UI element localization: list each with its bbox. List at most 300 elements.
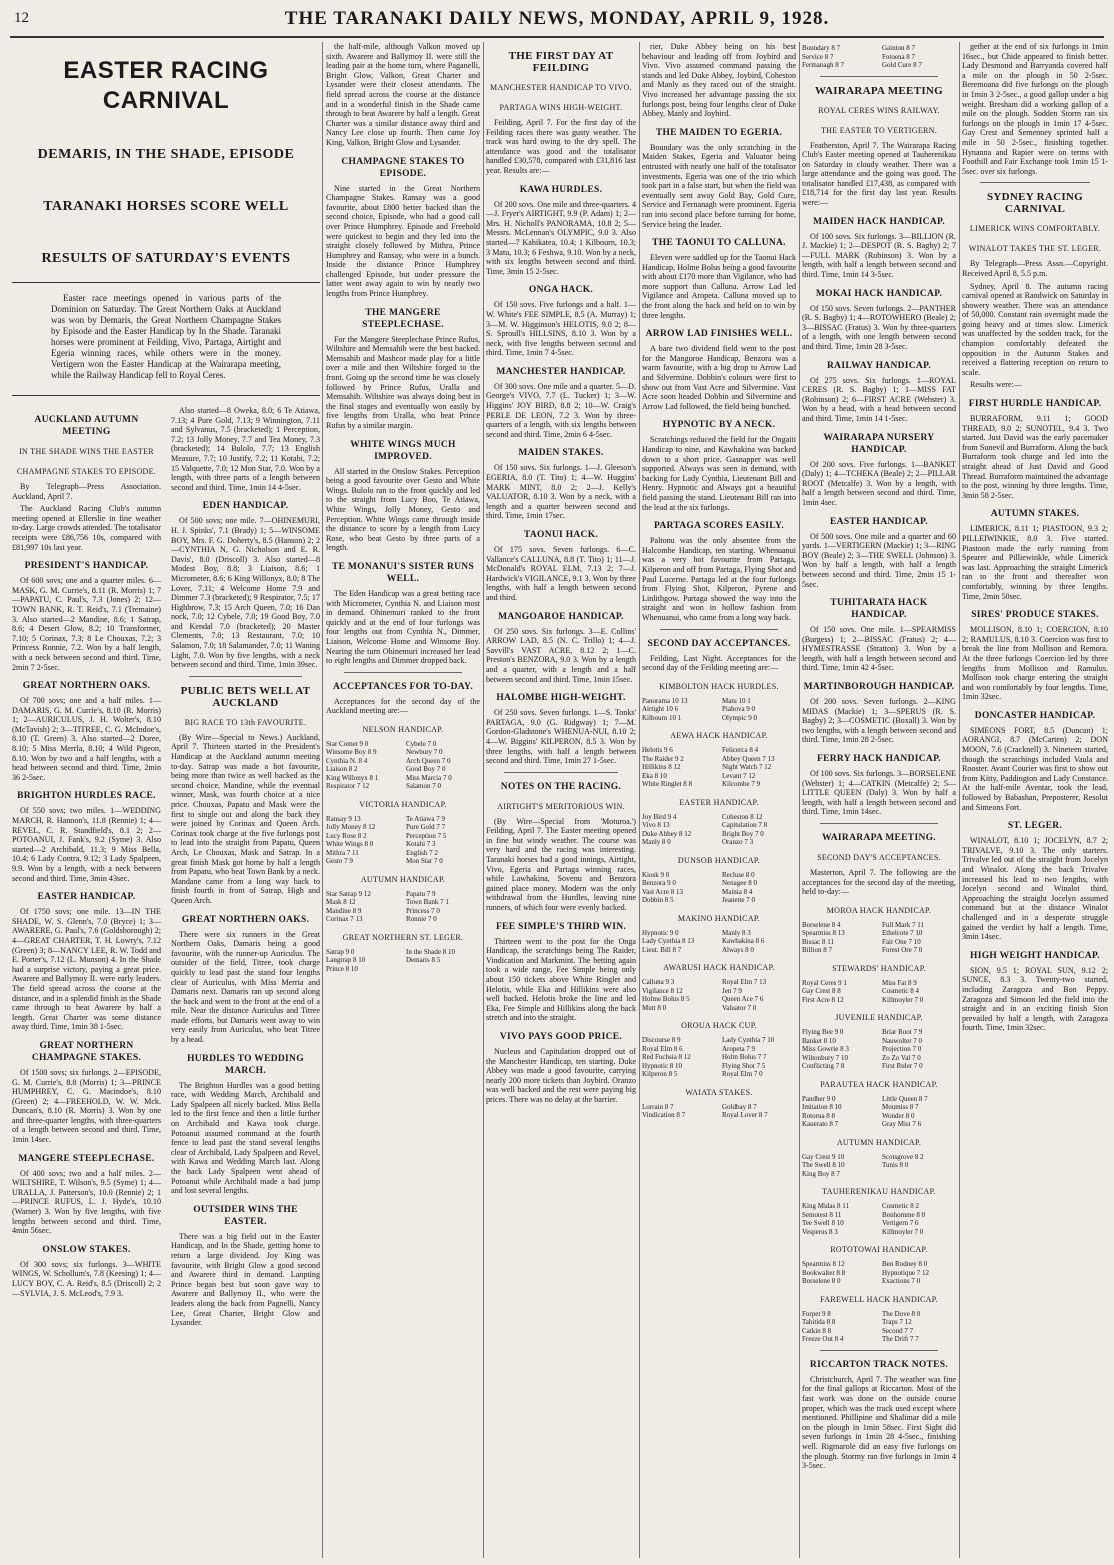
article-text: gether at the end of six furlongs in 1min 16sec., but Chide appeared to finish better. Lady Desmond and Barryanda covered half a mile on the plough in 50 2-5sec. Beremoana did five furlongs on the plough in 1min 3 2-5sec., a good gallop under a big weight. Bresham did a working gallop of a mile on the plough. Sodden Storm ran six furlongs on the plough in 1min 17 4-5sec. Gay Crest and Semenney sprinted half a mile in 50 2-5sec., finishing together. Hynanna and Rapier were on terms with Foothill and Fair Exchange took 1min 15 1-5sec. over six furlongs. (962, 42, 1108, 176)
race-text: Of 400 sovs; two and a half miles. 2—WILTSHIRE, T. Wilson's, 9.5 (Syme) 1; 4—URALLA, J. Patterson's, 10.0 (Rennie) 2; 1—PRINCE RUFUS, L. J. Hyde's, 10.10 (Warner) 3. Won by five lengths, with five lengths between second and third. Time, 4min 56sec. (12, 1168, 161, 1236)
acceptance-entry: Satrap 9 0 (326, 947, 355, 956)
acceptance-race: VICTORIA HANDICAP. (359, 799, 447, 809)
acceptance-entry: Exactions 7 0 (882, 1277, 921, 1286)
auckland-report (12, 406, 161, 1331)
race-title: RAILWAY HANDICAP. (827, 360, 931, 371)
race-text: SION, 9.5 1; ROYAL SUN, 9.12 2; SUNCE, 8.3 3. Twenty-two started, including Zaragoza and Bon Peppy. Zaragoza and Simoon led the field into the straight and in an exciting finish Sion prevailed by half a length, with Zaragoza fourth. Time, 1min 32sec. (962, 965, 1108, 1033)
acceptance-entry: Mutt 8 0 (642, 1003, 667, 1012)
race-title: FIRST HURDLE HANDICAP. (968, 399, 1102, 410)
acceptance-entry: Miss Gowrie 8 3 (802, 1045, 849, 1054)
article-text: Christchurch, April 7. The weather was fine for the final gallops at Riccarton. Most of the fast work was done on the outside course proper, which was the track used except where mentioned. Phillipine and Shalimar did a mile on the plough in 1min 58sec. First Sight did seven furlongs in 1min 28 4-5sec., finishing well. Rigmarole did an easy five furlongs on the plough. Stormy ran five furlongs in 1min 4 3-5sec. (802, 1374, 956, 1471)
acceptance-entry: English 7 2 (406, 848, 438, 857)
results-list (962, 398, 1108, 1033)
acceptance-entry: Helotis 9 6 (642, 746, 673, 755)
riccarton-heading: RICCARTON TRACK NOTES. (809, 1359, 949, 1370)
results-list (486, 184, 636, 766)
acceptance-entry: Ransay 9 13 (326, 814, 361, 823)
article-text: All started in the Onslow Stakes. Perception being a good favourite over Gesto and White Wings. Bulolo ran to the front quickly and led to the straight from Lucy Boo, Te Atiawa, White Wings, Jolly Money, Gesto and Perception. White Wings came through inside the distance to score by a length from Lucy Rose, who beat Gesto by three parts of a length. (326, 466, 480, 553)
acceptance-table (642, 929, 796, 955)
race-title: DONCASTER HANDICAP. (974, 710, 1096, 721)
acceptance-entry: Felicerca 8 4 (722, 746, 759, 755)
race-result (802, 681, 956, 745)
article-subhead: THE MANGERE STEEPLECHASE. (362, 307, 444, 330)
race-result (802, 432, 956, 508)
acceptance-entry: Service 8 7 (802, 52, 834, 61)
feilding-heading: THE FIRST DAY AT FEILDING (508, 50, 614, 74)
race-text: Of 150 sovs. Five furlongs and a half. 1—W. White's FEE SIMPLE, 8.5 (A. Murray) 1; 3—M. W. Higginson's HELOTIS, 9.0 2; 8—S. Sproull's HILLSINS, 8.10 3. Won by a neck, with five lengths between second and third. Time, 1min 7 4-5sec. (486, 300, 636, 358)
feature-deck-2: TARANAKI HORSES SCORE WELL (43, 199, 289, 214)
acceptance-entry: Gray Mist 7 6 (882, 1120, 922, 1129)
race-text: Of 1500 sovs; six furlongs. 2—EPISODE, G. M. Currie's, 8.8 (Morris) 1; 3—PRINCE HUMPHREY, C. G. Macindoe's, 8.10 (Green) 2; 4—FREEHOLD, W. W. Mck. Duncan's, 8.10 (R. Morris) 3. Won by one and three-quarter lengths, with three-quarters of a length between second and third. Time, 1min 14sec. (12, 1067, 161, 1145)
acceptance-entry: Lieut. Bill 8 7 (642, 945, 682, 954)
race-title: GREAT NORTHERN OAKS. (22, 681, 151, 692)
acceptance-entry: Gold Cure 8 7 (882, 61, 922, 69)
acceptance-entry: Little Queen 8 7 (882, 1094, 928, 1103)
acceptance-table (802, 1260, 956, 1286)
article-text: There were six runners in the Great Northern Oaks, Damaris being a good favourite, with the runner-up Auriculus. The outsider of the field, Titree, took charge quickly to lead past the stand four lengths clear of Auriculus, with Miss Merria and Damaris next. Damaris ran up second along the back and went to the front at the end of a mile. Near the distance Auriculus and Titree made efforts, but Damaris went away to win very easily from Auriculus, who beat Titree by a head. (171, 929, 320, 1045)
acceptance-entry: Dobbin 8 5 (642, 896, 674, 905)
article-subhead: PARTAGA SCORES EASILY. (653, 521, 785, 532)
acceptance-entry: The Swell 8 10 (802, 1161, 845, 1170)
acceptance-entry: Abbey Queen 7 13 (722, 754, 775, 763)
race-text: Of 1750 sovs; one mile. 13—IN THE SHADE, W. S. Glenn's, 7.0 (Bryce) 1; 3—AWARERE, G. Paul's, 7.6 (Goldsborough) 2; 4—GREAT CHARTER, T. H. Lowry's, 7.12 (Green) 3; 8—NANCY LEE, R. W. Todd and E. Porter's, 7.12 (L. Munson) 4. In the Shade had a surprise victory, paying a great price. Awarere and Ballymoy II. were early leaders. The field spread across the course at the distance, and in a splendid finish in the Shade came through to beat Awarere by half a length. Great Charter was some distance away third. Time, 1min 38 1-5sec. (12, 907, 161, 1032)
acceptance-table (802, 921, 956, 955)
acceptance-entry: Manly 8 0 (642, 838, 671, 847)
acceptance-entry: Full Mark 7 11 (882, 920, 924, 929)
acceptance-entry: King Willonyx 8 1 (326, 773, 379, 782)
article-text: Scratchings reduced the field for the Ongaiti Handicap to nine, and Kawhakina was backed down to a short price. Gasnapper was well supported. Always was seen in demand, with backing for Lady Cynthia, Lieutenant Bill and Henry. Hypnotic and Always got a beautiful field passing the stand. Lieutenant Bill ran into the lead at the six furlongs. (642, 435, 796, 512)
newspaper-title: THE TARANAKI DAILY NEWS, MONDAY, APRIL 9, 1928. (284, 8, 830, 29)
acceptance-entry: Wonder 8 0 (882, 1111, 915, 1120)
acceptance-entry: Joy Bird 9 4 (642, 812, 677, 821)
section-rule (504, 772, 618, 773)
acceptance-entry: Ben Rodney 8 0 (882, 1260, 928, 1269)
article-text: A bare two dividend field went to the post for the Mangoroe Handicap, Benzora was a warm favourite, with a big drop to Arrow Lad and Silvermine. Dobbin's colours were first to show out from Vast Acre and Silvermine. Vast Acre soon headed Dobbin and Silvermine and Arrow Lad followed, the field being bunched. (642, 344, 796, 411)
acceptance-entry: Airtight 10 6 (642, 705, 679, 714)
acceptance-entry: Conflicting 7 8 (802, 1062, 845, 1071)
acceptance-entry: Lady Cynthia 8 13 (642, 937, 695, 946)
race-text: Of 300 sovs; six furlongs. 3—WHITE WINGS, W. Schollum's, 7.8 (Keesing) 1; 4—LUCY BOY, C. A. Reid's, 8.5 (Driscoll) 2; 2—SYLVIA, J. S. McLeod's, 7.9 3. (12, 1259, 161, 1298)
race-result (962, 398, 1108, 500)
notes-heading: NOTES ON THE RACING. (500, 781, 622, 792)
acceptance-entry: Papatu 7 9 (406, 889, 436, 898)
acceptance-entry: Lorrain 8 7 (642, 1102, 674, 1111)
acceptance-entry: Royal Elm 7 13 (722, 978, 767, 987)
race-result (802, 516, 956, 590)
acceptance-entry: Mask 8 12 (326, 898, 356, 907)
race-title: AUTUMN STAKES. (990, 509, 1080, 520)
results-list (12, 560, 161, 1298)
notes-subhead: AIRTIGHT'S MERITORIOUS WIN. (497, 801, 625, 811)
race-result (12, 1040, 161, 1145)
acceptance-entry: Traps 7 12 (882, 1318, 912, 1327)
acceptance-entry: Always 8 0 (722, 945, 754, 954)
race-result (802, 216, 956, 280)
race-title: TUHITARATA HACK HANDICAP. (830, 598, 928, 621)
acceptance-entry: Cybele 7 0 (406, 739, 437, 748)
acceptance-entry: Langtrap 8 10 (326, 956, 366, 965)
article-text: There was a big field out in the Easter Handicap, and In the Shade, getting home to return a large dividend. Joy King was favourite, with Bright Glow a good second and Awarere third in demand. Lanpting Prince began best but soon gave way to Awarere and Ballymoy II., who were the leaders along the back from Pagnelli, Nancy Lee, Great Charter, Bright Glow and Lysander. (171, 1231, 320, 1328)
acceptance-table (326, 815, 480, 866)
acceptance-entry: Miss Fat 8 9 (882, 978, 917, 987)
race-result (802, 360, 956, 424)
acceptance-race: PARAUTEA HACK HANDICAP. (820, 1079, 938, 1089)
acceptance-entry: Respirator 7 12 (326, 782, 370, 791)
acceptance-entry: Hillikins 8 12 (642, 763, 681, 772)
race-result (486, 529, 636, 603)
acceptance-entry: Freeze Out 8 4 (802, 1335, 844, 1344)
race-title: ONSLOW STAKES. (42, 1244, 131, 1255)
acceptance-entry: Semotest 8 11 (802, 1210, 842, 1219)
race-text: Of 550 sovs; two miles. 1—WEDDING MARCH, R. Hannon's, 11.8 (Rennie) 1; 4—REVEL, C. R. Standfield's, 8.1 2; 2—POTOANUI, J. Fank's, 9.2 (Syme) 3. Also started—2 Archibald, 11.3; 9 Miss Bella, 10.4; 6 Lady Contra, 9.12; 3 Lady Spalpeen, 9.9. Won by a length, with a neck between second and third. Time, 3min 43sec. (12, 806, 161, 883)
race-title: HALOMBE HIGH-WEIGHT. (496, 693, 626, 704)
auckland-intro: The Auckland Racing Club's autumn meeting opened at Ellerslie in fine weather to-day. Large crowds attended. The totalisator receipts were £86,756 10s, compared with £81,997 10s last year. (12, 504, 161, 552)
acceptance-race: OROUA HACK CUP. (681, 1021, 757, 1031)
article-text: Thirteen went to the post for the Onga Handicap, the scratchings being The Raider, Vindication and Markmint. The betting again took a wide range, Fee Simple being only about 150 tickets above White Ringlet and Helotis, while Eka and Hillikins were also well backed. Helotis broke the line and led Eka, Fee Simple and Hillikins along the back stretch and into the straight. (486, 936, 636, 1023)
article-text: (By Wire—Special to News.) Auckland, April 7. Thirteen started in the President's Handicap at the Auckland autumn meeting to-day. Satrap was made a hot favourite, being more than twice as well backed as the second choice, Mandine, while the eventual winner, Mask, was fourth choice at a nice price. Chouxas, Papatu and Mask were the first to single out and along the back they were joined by Corinax and Queen Arch. Corinax took charge at the five furlongs post to lead into the straight from Papatu, Queen Arch, Le Chouxas, Mask and Satrap. In a great finish Mask got home by half a length from Papatu, who beat Town Bank by a neck. Mandane came from a long way back to finish fourth in front of Satrap, High and Queen Arch. (171, 732, 320, 905)
feature-headline: EASTER RACING CARNIVAL (63, 57, 269, 114)
acceptance-entry: Te Atiawa 7 9 (406, 814, 445, 823)
acceptance-entry: Vesperus 8 3 (802, 1227, 838, 1236)
auckland-subhead-2: CHAMPAGNE STAKES TO EPISODE. (16, 467, 157, 476)
race-title: EASTER HANDICAP. (37, 892, 136, 903)
acceptances-subhead: SECOND DAY'S ACCEPTANCES. (817, 853, 941, 862)
race-result (962, 820, 1108, 942)
article-text: Boundary was the only scratching in the Maiden Stakes, Egeria and Valuator being entrusted with nearly one half of the totalisator investments. Egeria was one of the trio which took part in a false start, but when the field was eventually sent away Gold Bay, Gold Cure, Service and Fernanagh were prominent. Egeria ran into second place before turning for home, Service being the leader. (642, 142, 796, 229)
race-title: EDEN HANDICAP. (202, 501, 289, 512)
acceptance-table (642, 978, 796, 1012)
acceptance-entry: Royal Ceres 9 1 (802, 978, 847, 987)
acceptance-entry: Arch Queen 7 0 (406, 756, 451, 765)
acceptance-entry: Newbury 7 0 (406, 748, 443, 757)
acceptance-entry: Flying Shot 7 5 (722, 1061, 766, 1070)
race-text: MOLLISON, 8.10 1; COERCION, 8.10 2; RAMULUS, 8.10 3. Coercion was first to break the line from Mollison and Remora. At the three furlongs Coercion led by three lengths from Mollison and Ramulus. Mollison took charge entering the straight and won comfortably by four lengths. Time, 1min 32sec. (962, 625, 1108, 702)
race-result (962, 508, 1108, 601)
auckland-report-continued (171, 406, 320, 1331)
article-text: Also started—8 Oweka, 8.0; 6 Te Atiawa, 7.13; 4 Pure Gold, 7.13; 9 Winnington, 7.11 and Sylvanus, 7.5 (bracketed); 1 Perception, 7.2; 13 Jolly Money, 7.7 and Tea Money, 7.3 (bracketed); 14 Bulolo, 7.7; 13 English Measure, 7.7; 10 Justify, 7.2; 11 Kotahi, 7.2; 15 Valquette, 7.0; 12 Mon Star, 7.0. Won by a length, with three parts of a length between second and third. Time, 1min 14 4-5sec. (171, 406, 320, 492)
race-text: BURRAFORM, 9.11 1; GOOD THREAD, 9.0 2; SUNOTEL, 9.4 3. Two started. Just David was the early pacemaker from Sunevil and Burraform. Along the back Burraform took charge and led into the straight ahead of Just David and Good Thread. Burraform maintained the advantage to the post, winning by three lengths. Time, 3min 58 2-5sec. (962, 414, 1108, 500)
acceptance-entry: Gay Crest 9 10 (802, 1152, 845, 1161)
article-text: Paltonu was the only absentee from the Halcombe Handicap, ten starting. Whenuanui was a very hot favourite from Partaga, Kilperon and off from Partaga, Flying Shot and Paul Lucerne. Partaga led at the four furlongs from Flying Shot, Kilperon, Pyrene and Linlithgow. Partaga showed the way into the straight and won in hollow fashion from Whenuanui, who came from a long way back. (642, 536, 796, 622)
race-text: Of 200 sovs. One mile and three-quarters. 4—J. Fryer's AIRTIGHT, 9.9 (P. Adam) 1; 2—Mrs. H. Nicholl's PANORAMA, 10.8 2; 5—Messrs. McLennan's OLYMPIC, 9.0 3. Also started—7 Kahikatea, 10.4; 1 Kilbourn, 10.3; 3 Matu, 10.3; 6 Feshwa, 9.10. Won by a neck, with six lengths between second and third. Time, 3min 15 2-5sec. (486, 199, 636, 276)
acceptance-entry: Olympic 9 0 (722, 713, 757, 722)
race-result (486, 692, 636, 766)
acceptances-intro: Masterton, April 7. The following are the acceptances for the second day of the meeting, held to-day:— (802, 868, 956, 897)
race-title: HIGH WEIGHT HANDICAP. (970, 950, 1100, 961)
acceptance-entry: Miss Marcia 7 0 (406, 773, 452, 782)
acceptance-entry: Kauerato 8 7 (802, 1120, 839, 1129)
column-divider (639, 42, 640, 1558)
acceptance-entry: Forpet 9 8 (802, 1309, 831, 1318)
acceptance-entry: Town Bank 7 1 (406, 898, 449, 907)
acceptance-entry: Discourse 8 9 (642, 1036, 681, 1045)
acceptance-entry: Piahova 9 0 (722, 705, 756, 714)
acceptance-entry: Manly 8 3 (722, 928, 751, 937)
acceptance-entry: Jolly Money 8 12 (326, 823, 376, 832)
race-text: Of 700 sovs; one and a half miles. 1—DAMARIS, G. M. Currie's, 8.10 (R. Morris) 1; 2—AURICULUS, J. H. Wolter's, 8.10 (McTavish) 2; 3—TITREE, C. G. McIndoe's, 8.10 (T. Green) 3. Also started—2 Doree, 8.10; 5 Miss Merrla, 8.10; 4 Wild Pigeon, 8.10. Won by two and a half lengths, with a head between second and third. Time, 2min 36 2-5sec. (12, 696, 161, 782)
acceptance-entry: Borselene 8 0 (802, 1277, 841, 1286)
acceptance-entry: Cosmetic 8 2 (882, 1202, 919, 1211)
race-result (486, 447, 636, 521)
sydney-subhead-2: WINALOT TAKES THE ST. LEGER. (968, 244, 1102, 254)
acceptance-entry: Vertigern 7 6 (882, 1219, 919, 1228)
results-list (802, 216, 956, 817)
acceptances-block (802, 905, 956, 1344)
acceptance-entry: Jen 7 9 (722, 986, 742, 995)
acceptance-entry: Forest Ore 7 0 (882, 946, 923, 955)
race-title: MAIDEN STAKES. (518, 448, 604, 459)
article-heading: PUBLIC BETS WELL AT AUCKLAND (180, 684, 311, 709)
acceptance-race: NELSON HANDICAP. (362, 724, 444, 734)
acceptance-table (802, 979, 956, 1005)
feilding-intro: Feilding, April 7. For the first day of the Feilding races there was gusty weather. The track was hard owing to the dry spell. The attendance was good and the totalisator handled £30,578, compared with £31,816 last year. Results are:— (486, 118, 636, 175)
article-subhead: FEE SIMPLE'S THIRD WIN. (495, 921, 627, 932)
race-text: Of 100 sovs. Six furlongs. 3—BILLION (R. J. Mackie) 1; 2—DESPOT (R. S. Bagby) 2; 7—FULL MARK (Robinson) 3. Won by a length, with half a length between second and third. Time, 1min 14 3-5sec. (802, 231, 956, 280)
article-text: (By Wire—Special from 'Moturoa.') Feilding, April 7. The Easter meeting opened in fine but windy weather. The course was very hard and the racing was interesting. Taranaki horses had a good innings, Airtight, Vivo, Egeria and Partaga winning races, while Lawhakina, Sovenu and Benzora gained place money. Modern was the only withdrawal from the Hurdles, leaving nine runners, of which four were evenly backed. (486, 816, 636, 913)
section-rule (820, 1350, 938, 1351)
section-rule (820, 76, 938, 77)
race-text: SIMEONS FORT, 8.5 (Duncan) 1; AORANGI, 8.7 (McCarten) 2; DON MOON, 7.6 (Cracknell) 3. Nineteen started, though the scratchings included Vaula and Rooster. Avant Courier was first to show out from Kitty, Paddington and Lady Constance. At the half-mile Aventar, took the lead, followed by Babashan, Preposterer, Resolut and Simeons Fort. (962, 725, 1108, 812)
acceptance-table (642, 1103, 796, 1120)
acceptances-intro: Acceptances for the second day of the Auckland meeting are:— (326, 696, 480, 716)
article-subhead: BIG RACE TO 13th FAVOURITE. (184, 717, 307, 727)
acceptance-entry: Valuator 7 0 (722, 1003, 757, 1012)
acceptance-entry: Kotahi 7 3 (406, 840, 436, 849)
race-result (802, 753, 956, 817)
acceptance-entry: Kawhakina 8 6 (722, 937, 765, 946)
feature-rule (12, 395, 320, 396)
acceptance-entry: In the Shade 8 10 (406, 947, 455, 956)
acceptance-entry: Gainton 8 7 (882, 44, 916, 52)
sydney-subhead: LIMERICK WINS COMFORTABLY. (969, 224, 1101, 234)
acceptance-entry: Kilperon 8 5 (642, 1070, 678, 1079)
acceptance-table (642, 746, 796, 789)
race-title: PRESIDENT'S HANDICAP. (24, 561, 149, 572)
acceptance-entry: Spearmiss 8 13 (802, 929, 845, 938)
wairarapa-subhead: ROYAL CERES WINS RAILWAY. (818, 105, 940, 115)
race-result (802, 597, 956, 673)
race-text: Of 175 sovs. Seven furlongs. 6—C. Vallance's CALLUNA, 8.8 (T. Tito) 1; 11—J. McDonald's ROYAL ELM, 7.13 2; 7—J. Hardwick's VIGILANCE, 9.1 3. Won by three lengths, with half a length between second and third. (486, 545, 636, 602)
acceptance-entry: Tahitida 8 8 (802, 1318, 836, 1327)
acceptance-table (802, 1028, 956, 1071)
acceptance-entry: Cynthia N. 8 4 (326, 756, 368, 765)
acceptance-table (802, 1310, 956, 1344)
race-text: Of 250 sovs. Six furlongs. 3—E. Collins' ARROW LAD, 8.5 (N. C. Trillo) 1; 4—J. Savvill's VAST ACRE, 8.12 2; 1—C. Preston's BENZORA, 9.0 3. Won by a length and a quarter, with a length and a half between second and third. Time, 1min 15sec. (486, 626, 636, 684)
acceptance-race: KIMBOLTON HACK HURDLES. (659, 681, 779, 691)
article-text: Nucleus and Capitulation dropped out of the Manchester Handicap, ten starting. Duke Abbey was made a good favourite, carrying nearly 200 more tickets than Joybird. Oranzo was well backed and the rest were paying big prices. There was no delay at the barrier. (486, 1046, 636, 1104)
race-title: MARTINBOROUGH HANDICAP. (803, 682, 955, 693)
article-text: the half-mile, although Valkon moved up sixth. Awarere and Ballymoy II. were still the leading pair at the home turn, where Paganelli, Bright Glow, Valkon, Great Charter and Lysander were their closest attendants. The field spread across the course at the distance and in a wonderful finish in the Shade came through to beat Awarere by half a length. Great Charter was a similar distance away third and Nancy Lee close up fourth. Then came Joy King, Valkon, Bright Glow and Lysander. (326, 42, 480, 147)
acceptance-entry: Matu 10 1 (722, 696, 751, 705)
acceptance-table (802, 44, 956, 70)
article-subhead: OUTSIDER WINS THE EASTER. (193, 1204, 298, 1227)
acceptance-table (642, 813, 796, 847)
acceptance-entry: Coheston 8 12 (722, 812, 763, 821)
acceptance-entry: King Boy 8 7 (802, 1169, 840, 1178)
acceptance-table (326, 948, 480, 974)
acceptance-entry: Ronnie 7 0 (406, 915, 437, 924)
acceptance-entry: Duke Abbey 8 12 (642, 829, 692, 838)
acceptance-race: AWARUSI HACK HANDICAP. (663, 963, 775, 973)
article-subhead: THE TAONUI TO CALLUNA. (652, 238, 786, 249)
acceptance-table (326, 740, 480, 791)
acceptance-entry: Night Watch 7 12 (722, 763, 772, 772)
feature-rule (12, 282, 320, 283)
acceptance-table (326, 890, 480, 924)
race-result (802, 288, 956, 352)
acceptance-entry: Recluse 8 0 (722, 870, 755, 879)
wairarapa-intro: Featherston, April 7. The Wairarapa Racing Club's Easter meeting opened at Tauherenikau on Saturday in cloudy weather. There was a large attendance and the going was good. The totalisator handled £17,438, as compared with £18,714 for the first day last year. Results were:— (802, 140, 956, 208)
column-3 (486, 42, 636, 1558)
acceptance-entry: Nenagee 8 0 (722, 879, 757, 888)
race-text: Of 300 sovs. One mile and a quarter. 5—D. George's VIVO, 7.7 (L. Tucker) 1; 3—W. Higgins' JOY BIRD, 8.8 2; 10—W. Craig's PERLE DE LEON, 7.2 3. Won by three-quarters of a length, with six lengths between second and third. Time, 2min 6 4-5sec. (486, 381, 636, 439)
race-result (12, 1244, 161, 1298)
race-title: GREAT NORTHERN CHAMPAGNE STAKES. (31, 1040, 142, 1063)
column-divider (959, 42, 960, 1558)
race-title: ONGA HACK. (528, 285, 594, 296)
acceptance-entry: Pandher 9 0 (802, 1094, 836, 1103)
acceptance-entry: Lady Cynthia 7 10 (722, 1036, 775, 1045)
acceptance-entry: Kilbourn 10 1 (642, 713, 682, 722)
acceptance-race: WAIATA STAKES. (685, 1087, 753, 1097)
article-text: The Eden Handicap was a great betting race with Micrometer, Cynthia N. and Liaison most in demand. Ohinemuri ranked to the front quickly and at the end of four furlongs was four lengths out from Cynthia N., Dimmer, Liaison, Welcome Home and Winsome Boy. Nearing the turn Ohinemuri increased her lead to eight lengths and Dimmer dropped back. (326, 588, 480, 666)
acceptance-entry: Catkin 8 8 (802, 1326, 832, 1335)
acceptance-race: DUNSOB HANDICAP. (677, 855, 761, 865)
acceptance-entry: Scotsgrove 8 2 (882, 1152, 924, 1161)
column-6 (962, 42, 1108, 1558)
acceptance-entry: Mithra 7 11 (326, 848, 359, 857)
section-rule (820, 823, 938, 824)
acceptance-entry: Hypnotic 8 10 (642, 1061, 683, 1070)
article-text: rier, Duke Abbey being on his best behaviour and leading off from Joybird and Vivo. Vivo assumed command passing the stands and led Duke Abbey, Joybird, Coheston and Manly as they raced out of the straight. Vivo increased her advantage passing the six furlongs post, being four lengths clear of Duke Abbey, Manly and Joybird. (642, 42, 796, 119)
race-title: MAIDEN HACK HANDICAP. (813, 216, 945, 227)
article-text: For the Mangere Steeplechase Prince Rufus, Wiltshire and Memsahib were the best backed. Memsahib and Mashcor made play for a little over a mile and then Wiltshire forged to the front. Going up the second time he was closely followed by Prince Rufus, Uralla and Memsahib. Wiltshire was always doing best in the final stages and eventually won easily by five lengths from Uralla, who beat Prince Rufus by a similar margin. (326, 334, 480, 430)
auckland-subhead: IN THE SHADE WINS THE EASTER (19, 447, 154, 456)
acceptance-entry: Wiltonbury 7 10 (802, 1053, 848, 1062)
acceptances-block (326, 724, 480, 974)
race-text: WINALOT, 8.10 1; JOCELYN, 8.7 2; TRIVALVE, 9.10 3. The only starters. Trivalve led out of the straight from Jocelyn and Winalot. Along the back Trivalve increased his lead to two lengths, with Jocelyn second and Winalot third. Approaching the straight Jocelyn assumed command but at the distance Winalot challenged and in a desperate struggle gained the verdict by half a length. Time, 3min 14sec. (962, 836, 1108, 942)
acceptance-entry: Winsome Boy 8 9 (326, 748, 377, 757)
column-divider (322, 42, 323, 1558)
acceptance-entry: Liaison 8 2 (326, 765, 358, 774)
acceptance-entry: Prince 8 10 (326, 964, 358, 973)
race-result (962, 710, 1108, 812)
acceptance-race: FAREWELL HACK HANDICAP. (820, 1294, 938, 1304)
acceptance-entry: Spearmiss 8 12 (802, 1260, 845, 1269)
acceptance-race: EASTER HANDICAP. (679, 797, 759, 807)
acceptance-entry: White Wings 8 0 (326, 840, 374, 849)
wairarapa-subhead-2: THE EASTER TO VERTIGERN. (820, 125, 938, 135)
acceptance-race: AUTUMN HANDICAP. (360, 874, 446, 884)
acceptance-entry: Jeanette 7 0 (722, 896, 756, 905)
article-subhead: ARROW LAD FINISHES WELL. (645, 329, 793, 340)
article-text: The Brighton Hurdles was a good betting race, with Wedding March, Archibald and Lady Spalpeen all nicely backed. Miss Bella led to the first fence and then a little further on Archibald and Kawa took charge. Potoanui assumed command at the fourth fence to lead past the stand several lengths clear of Archibald, Lady Spalpeen and Revel, with Kawa and Wedding March last. Along the back Lady Spalpeen went ahead of Potoanui while Archibald made a bad jump and lost several lengths. (171, 1080, 320, 1196)
acceptance-entry: Kilcombe 7 9 (722, 780, 761, 789)
acceptance-entry: Levant 7 12 (722, 771, 756, 780)
acceptances-heading: WAIRARAPA MEETING. (822, 833, 936, 843)
acceptance-entry: White Ringlet 8 8 (642, 780, 692, 789)
acceptance-entry: Mon Star 7 0 (406, 857, 443, 866)
acceptance-entry: Projection 7 0 (882, 1045, 922, 1054)
race-title: WAIRARAPA NURSERY HANDICAP. (823, 432, 935, 455)
acceptance-entry: Killmoyler 7 0 (882, 1227, 924, 1236)
acceptance-entry: Fotoena 8 7 (882, 52, 916, 61)
column-5 (802, 42, 956, 1558)
feature-deck-1: DEMARIS, IN THE SHADE, EPISODE (37, 147, 295, 162)
race-title: MANGOAROE HANDICAP. (498, 611, 624, 622)
acceptance-race: AEWA HACK HANDICAP. (670, 731, 768, 741)
acceptance-entry: Tunis 8 0 (882, 1161, 909, 1170)
race-text: Of 200 sovs. Five furlongs. 1—BANKET (Daly) 1; 4—TCHEKA (Beale) 2; 2—PILLAR ROOT (Metcalfe) 3. Won by a length, with half a length between second and third. Time, 1min 4sec. (802, 459, 956, 507)
acceptance-entry: Ethelcote 7 10 (882, 929, 923, 938)
acceptance-entry: Vivo 8 13 (642, 821, 670, 830)
race-text: Of 200 sovs. Seven furlongs. 2—KING MIDAS (Mackie) 1; 3—SPERUS (R. S. Bagby) 2; 3—COSMETIC (Boxall) 3. Won by two lengths, with a length between second and third. Time, 1min 28 2-5sec. (802, 697, 956, 745)
acceptance-entry: Calluna 9 3 (642, 978, 675, 987)
acceptance-race: MAKINO HANDICAP. (677, 913, 761, 923)
acceptance-table (642, 697, 796, 723)
race-result (12, 1153, 161, 1236)
column-1 (12, 42, 320, 1558)
feilding-subhead: MANCHESTER HANDICAP TO VIVO. (490, 83, 632, 92)
acceptance-entry: Holme Bolus 8 5 (642, 995, 690, 1004)
article-text: Sydney, April 8. The autumn racing carnival opened at Randwick on Saturday in showery weather. There was an attendance of 50,000. Constant rain overnight made the going heavy and at times slow. Limerick was unaffected by the sodden track, for the champion comfortably defeated the opposition in the Autumn Stakes and received a flattering reception on return to scale. (962, 281, 1108, 377)
wairarapa-heading: WAIRARAPA MEETING (814, 84, 944, 97)
article-text: Nine started in the Great Northern Champagne Stakes. Ransay was a good favourite, about £800 better backed than the second choice, Episode, who had a good call over Prince Humphrey. Episode and Freehold were quickest to begin and they led into the straight closely followed by Mithra, Prince Humphrey and Ransay, who were in a bunch. Inside the distance Prince Humphrey challenged Episode, but under pressure the latter went away again to win by nearly two lengths from Prince Humphrey. (326, 183, 480, 299)
acceptance-entry: Aropeta 7 9 (722, 1044, 756, 1053)
section-rule (980, 182, 1090, 183)
acceptance-entry: Red Fuchsia 8 12 (642, 1053, 691, 1062)
acceptance-entry: Fermanagh 8 7 (802, 61, 844, 69)
race-result (12, 891, 161, 1032)
acceptance-entry: Star Satrap 9 12 (326, 889, 371, 898)
acceptance-entry: The Dove 8 0 (882, 1309, 921, 1318)
acceptance-entry: Goldbay 8 7 (722, 1102, 757, 1111)
acceptance-entry: Lucy Rose 8 2 (326, 831, 367, 840)
race-title: KAWA HURDLES. (519, 184, 603, 195)
acceptance-entry: Gesto 7 9 (326, 857, 353, 866)
acceptance-entry: Briar Root 7 9 (882, 1028, 923, 1037)
acceptance-entry: Benzora 9 0 (642, 879, 676, 888)
article-subhead: TE MONANUI'S SISTER RUNS WELL. (331, 561, 475, 584)
section-rule (344, 672, 462, 673)
feature-lead: Easter race meetings opened in various parts of the Dominion on Saturday. The Great Northern Oaks at Auckland was won by Demaris, the Great Northern Champagne Stakes by Episode and the Easter Handicap by In the Shade. Taranaki horses were prominent at Feilding, Vivo, Partaga, Airtight and Egeria winning races, while others were in the money. Vertigern won the Easter Handicap at the Wairarapa meeting, while the Railway Handicap fell to Royal Ceres. (51, 293, 281, 380)
article-subhead: THE MAIDEN TO EGERIA. (655, 127, 783, 138)
acceptance-entry: Corinax 7 13 (326, 915, 363, 924)
acceptance-entry: Kiosk 9 0 (642, 870, 670, 879)
race-text: Of 500 sovs; one mile. 7—OHINEMURI, H. J. Spinks', 7.1 (Brady) 1; 5—WINSOME BOY, Mrs. F. G. Doherty's, 8.5 (Hanson) 2; 2—CYNTHIA N, G. Nicholson and E. R. Davis', 8.0 (Driscoll) 3. Also started—8 Modest Boy, 8.8; 3 Liaison, 8.6; 1 Micrometer, 8.6; 6 King Willonyx, 8.0; 8 The Lover, 7.11; 4 Welcome Home 7.9 and Dimmer 7.3 (bracketed); 9 Respirator, 7.5; 17 Highbrow, 7.3; 15 Arch Queen, 7.0; 16 Dan nock, 7.0; 12 Cybele, 7.0; 19 Good Boy, 7.0 and Kendal 7.0 (bracketed); 20 Master Clements, 7.0; 13 Restaurant, 7.0; 10 Salamon, 7.0; 18 Salamander, 7.0; 11 Waning Light, 7.0. Won by five lengths, with a neck between second and third. Time, 1min 39sec. (171, 516, 320, 670)
race-text: Of 250 sovs. Seven furlongs. 1—S. Tonks' PARTAGA, 9.0 (G. Ridgway) 1; 7—M. Gordon-Gladstone's WHENUA-NUI, 8.10 2; 4—W. Biggins' KILPERON, 8.5 3. Won by three lengths, with half a length between second and third. Time, 1min 27 1-5sec. (486, 708, 636, 766)
feature-deck-3: RESULTS OF SATURDAY'S EVENTS (41, 251, 291, 266)
race-result (486, 284, 636, 358)
auckland-heading: AUCKLAND AUTUMN MEETING (34, 415, 139, 437)
acceptance-entry: Royal Elm 8 6 (642, 1044, 683, 1053)
article-subhead: CHAMPAGNE STAKES TO EPISODE. (341, 156, 465, 179)
article-subhead: VIVO PAYS GOOD PRICE. (499, 1031, 623, 1042)
acceptances-heading: SECOND DAY ACCEPTANCES. (647, 638, 791, 649)
acceptance-race: GREAT NORTHERN ST. LEGER. (342, 932, 464, 942)
masthead-rule (10, 36, 1104, 38)
race-text: Of 150 sovs. Seven furlongs. 2—PANTHER (R. S. Bagby) 1; 4—ROTOWHERO (Beale) 2; 3—BISSAC (Fratus) 3. Won by three-quarters of a length, with one length between second and third. Time, 1min 28 3-5sec. (802, 303, 956, 351)
acceptance-table (802, 1153, 956, 1179)
acceptance-table (642, 871, 796, 905)
race-result (486, 611, 636, 685)
acceptance-entry: Nauwolter 7 0 (882, 1036, 923, 1045)
acceptance-entry: The Raider 9 2 (642, 754, 684, 763)
race-title: MOKAI HACK HANDICAP. (815, 288, 943, 299)
race-text: Of 600 sovs; one and a quarter miles. 6—MASK, G. M. Currie's, 8.11 (R. Morris) 1; 7—PAPATU, C. Paul's, 7.3 (Jones) 2; 12—TOWN BANK, R. T. Reid's, 7.1 (Tremaine) 3. Also started—2 Mandine, 8.6; 1 Satrap, 8.6; 4 Desert Glow, 8.2; 10 Transformer, 7.10; 5 Corinax, 7.3; 8 Le Chouxas, 7.2; 3 Princess Ronnie, 7.2. Won by a half length, with a neck between second and third. Time, 2min 7 2-5sec. (12, 576, 161, 672)
section-rule (660, 629, 778, 630)
acceptance-entry: Moumiss 8 7 (882, 1103, 919, 1112)
